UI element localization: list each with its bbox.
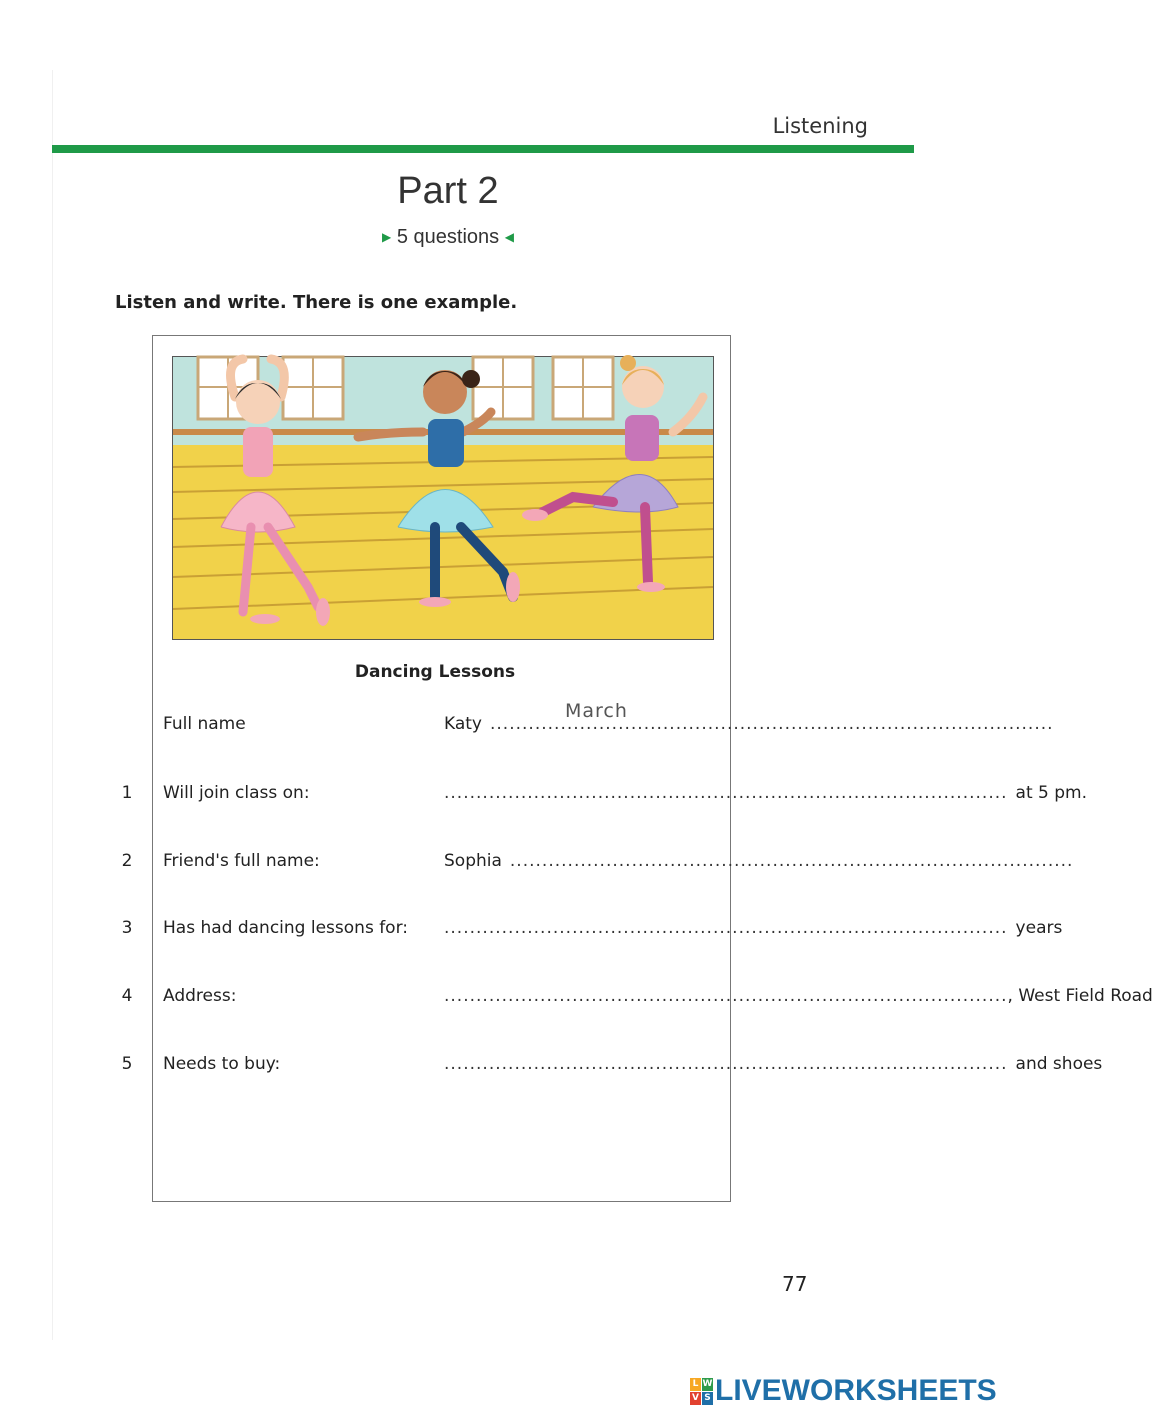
- question-number: 3: [121, 918, 133, 938]
- question-count: [0, 226, 896, 249]
- header-rule: [52, 145, 914, 153]
- answer-suffix: , West Field Road: [1007, 986, 1153, 1006]
- example-answer: ..... March: [565, 700, 628, 722]
- answer-line: [444, 986, 1153, 1006]
- question-row-4: [120, 986, 1153, 1016]
- answer-line: [444, 918, 1063, 938]
- ballet-class-picture: [173, 357, 713, 639]
- part-title: Part 2: [397, 170, 499, 212]
- question-label: Address:: [163, 986, 237, 1006]
- section-label: Listening: [772, 114, 868, 138]
- question-row-2: [120, 851, 720, 881]
- answer-field-2[interactable]: [510, 851, 1074, 871]
- example-label: Full name: [163, 714, 246, 734]
- question-label: Will join class on:: [163, 783, 310, 803]
- question-row-1: [120, 783, 1088, 813]
- answer-suffix: and shoes: [1015, 1054, 1103, 1074]
- question-label: Needs to buy:: [163, 1054, 281, 1074]
- answer-prefix: Sophia: [444, 851, 502, 871]
- answer-field-3[interactable]: [444, 918, 1008, 938]
- brand-mark-icon: L W V S: [690, 1378, 712, 1404]
- question-number: 4: [121, 986, 133, 1006]
- instruction: Listen and write. There is one example.: [115, 292, 518, 313]
- answer-line: [444, 851, 712, 871]
- question-label: Has had dancing lessons for:: [163, 918, 409, 938]
- question-count-text: 5 questions: [396, 226, 500, 248]
- page-number: 77: [782, 1272, 808, 1296]
- answer-suffix: at 5 pm.: [1015, 783, 1088, 803]
- answer-field-4[interactable]: [444, 986, 1008, 1006]
- question-number: 1: [121, 783, 133, 803]
- question-row-5: [120, 1054, 1103, 1084]
- question-number: 2: [121, 851, 133, 871]
- form-title: Dancing Lessons: [354, 662, 516, 682]
- example-dotted-field: [490, 700, 1054, 734]
- question-number: 5: [121, 1054, 133, 1074]
- example-row: [120, 700, 720, 744]
- example-answer-line: [444, 700, 712, 734]
- dancers-illustration: [172, 356, 714, 640]
- answer-field-1[interactable]: [444, 783, 1008, 803]
- brand-name: LIVEWORKSHEETS: [715, 1374, 997, 1407]
- answer-field-5[interactable]: [444, 1054, 1008, 1074]
- answer-suffix: years: [1015, 918, 1063, 938]
- answer-line: [444, 783, 1088, 803]
- example-prefix: Katy: [444, 714, 482, 734]
- question-label: Friend's full name:: [163, 851, 320, 871]
- right-triangle-icon: ▶: [382, 230, 392, 244]
- answer-line: [444, 1054, 1103, 1074]
- liveworksheets-logo[interactable]: [690, 1374, 997, 1408]
- left-triangle-icon: ◀: [504, 230, 514, 244]
- question-row-3: [120, 918, 1063, 948]
